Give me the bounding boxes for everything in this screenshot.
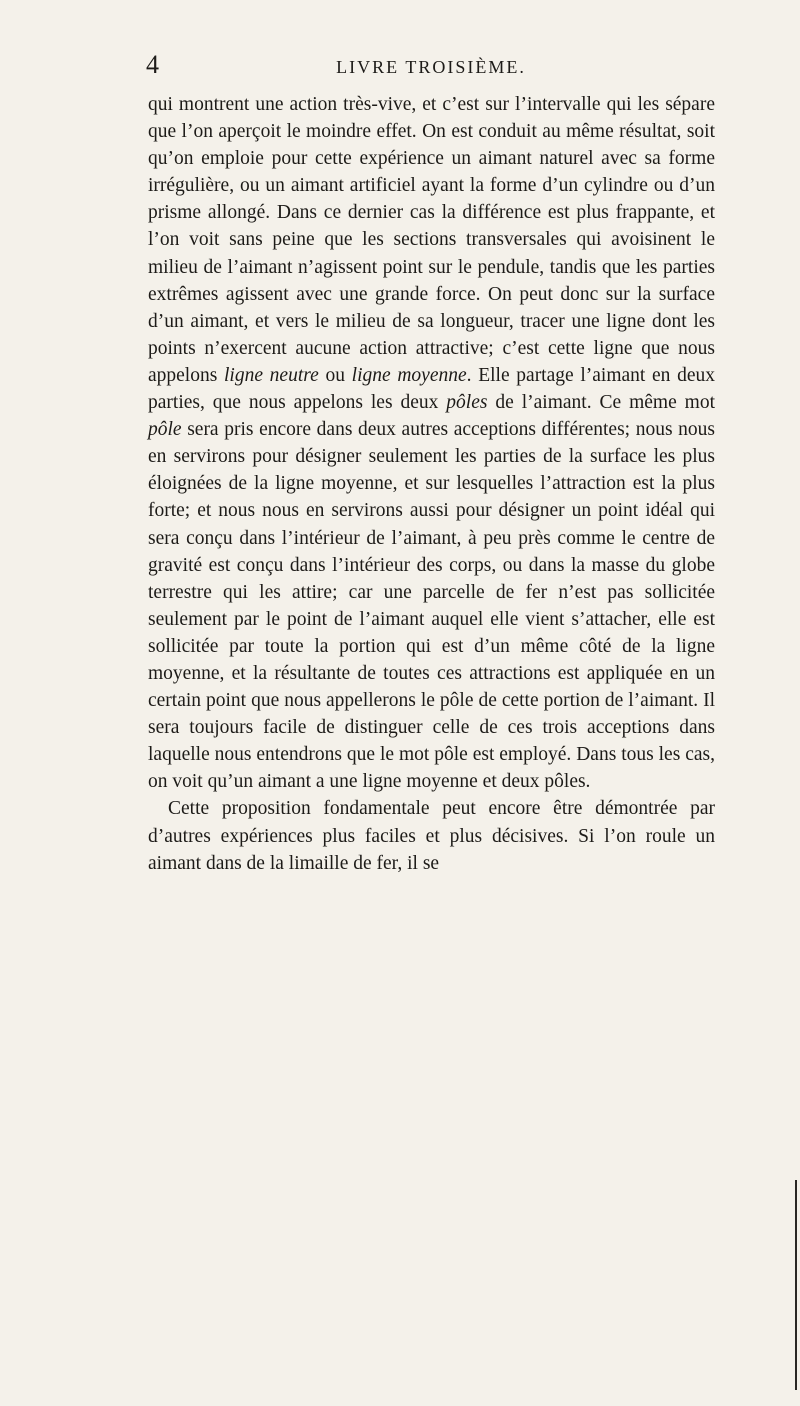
term-poles: pôles	[446, 392, 488, 414]
page-number: 4	[146, 50, 159, 79]
body-text	[148, 91, 715, 877]
paragraph-1-text-3: . Elle partage l’aimant en deux parties, que nous appelons les deux	[148, 364, 715, 414]
term-ligne-neutre: ligne neutre	[224, 364, 319, 386]
term-pole: pôle	[148, 419, 182, 441]
paragraph-2: Cette proposition fondamentale peut encore être démontrée par d’autres expériences plus faciles et plus décisives. Si l’on roule un aimant dans de la limaille de fer, il se	[148, 798, 715, 874]
paragraph-1	[148, 91, 715, 795]
paragraph-1-text-4: de l’aimant. Ce même mot	[487, 392, 715, 414]
page-header	[146, 50, 716, 86]
paragraph-1-text-2: ou	[318, 364, 352, 386]
page-edge-shadow	[795, 1180, 797, 1390]
paragraph-1-text-5: sera pris encore dans deux autres acceptions différentes; nous nous en servirons pour désigner seulement les parties de la surface les plus éloignées de la ligne moyenne, et sur lesquelles l’attraction est la plus forte; et nous nous en servirons aussi pour désigner un point idéal qui sera conçu dans l’intérieur de l’aimant, à peu près comme le centre de gravité est conçu dans l’intérieur des corps, ou dans la masse du globe terrestre qui les attire; car une parcelle de fer n’est pas sollicitée seulement par le point de l’aimant auquel elle vient s’attacher, elle est sollicitée par toute la portion qui est d’un même côté de la ligne moyenne, et la résultante de toutes ces attractions est appliquée en un certain point que nous appellerons le pôle de cette portion de l’aimant. Il sera toujours facile de distinguer celle de ces trois acceptions dans laquelle nous entendrons que le mot pôle est employé. Dans tous les cas, on voit qu’un aimant a une ligne moyenne et deux pôles.	[148, 419, 715, 793]
term-ligne-moyenne: ligne moyenne	[351, 364, 467, 386]
running-title: LIVRE TROISIÈME.	[336, 57, 526, 77]
paragraph-1-text-1: qui montrent une action très-vive, et c’est sur l’intervalle qui les sépare que l’on aperçoit le moindre effet. On est conduit au même résultat, soit qu’on emploie pour cette expérience un aimant naturel avec sa forme irrégulière, ou un aimant artificiel ayant la forme d’un cylindre ou d’un prisme allongé. Dans ce dernier cas la différence est plus frappante, et l’on voit sans peine que les sections transversales qui avoisinent le milieu de l’aimant n’agissent point sur le pendule, tandis que les parties extrêmes agissent avec une grande force. On peut donc sur la surface d’un aimant, et vers le milieu de sa longueur, tracer une ligne dont les points n’exercent aucune action attractive; c’est cette ligne que nous appelons	[148, 94, 715, 386]
